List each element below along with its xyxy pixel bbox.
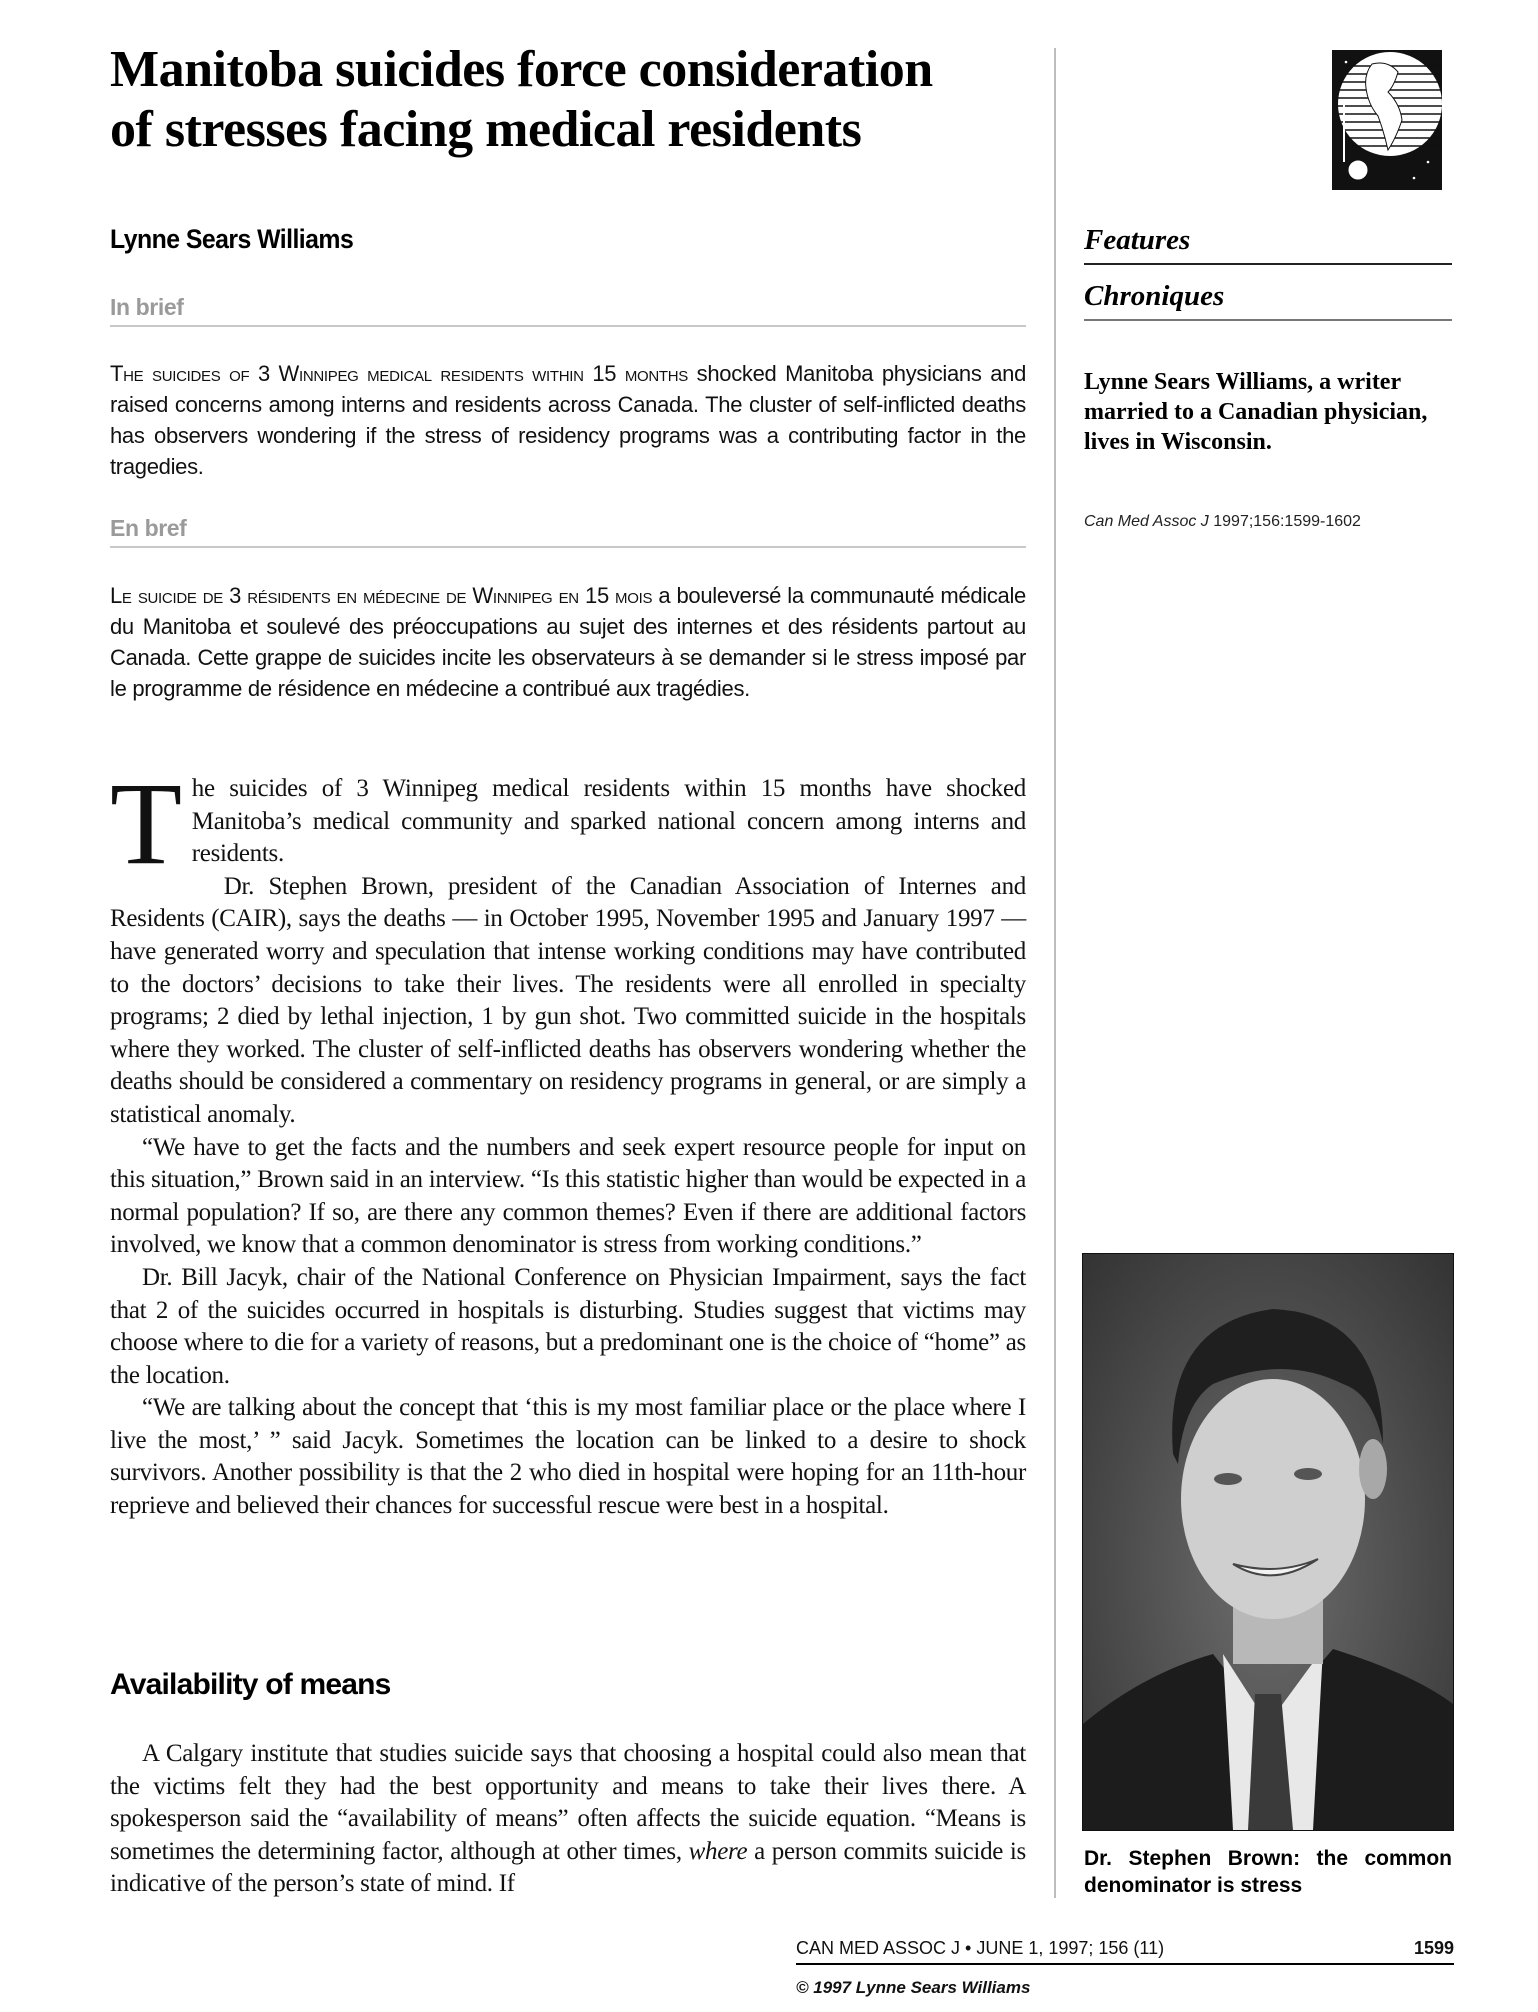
body-paragraph: “We are talking about the concept that ‘this is my most familiar place or the place where I live the most,’ ” said Jacyk. Sometimes the location can be linked to a desire to shock survivors. Another possibility is that the 2 who died in hospital were hoping for an 11th-hour reprieve and believed their chances for successful rescue were best in a hospital. [110, 1394, 1026, 1520]
in-brief-heading: In brief [110, 294, 1026, 327]
article-title [110, 40, 1050, 160]
article-body [110, 758, 1026, 1523]
photo-caption: Dr. Stephen Brown: the common denominator is stress [1084, 1847, 1452, 1897]
en-bref-text: a bouleversé la communauté médicale du Manitoba et soulevé des préoccupations au sujet des internes et des résidents partout au Canada. Cette grappe de suicides incite les observateurs à se demander si le stress imposé par le programme de résidence en médecine a contribué aux tragédies. [110, 583, 1026, 701]
portrait-photo [1082, 1253, 1454, 1831]
en-bref-heading: En bref [110, 515, 1026, 548]
in-brief-abstract [110, 358, 1026, 482]
in-brief-text: shocked Manitoba physicians and raised concerns among interns and residents across Canada. The cluster of self-inflicted deaths has observers wondering if the stress of residency programs was a contributing factor in the tragedies. [110, 361, 1027, 479]
body-paragraph: Dr. Stephen Brown, president of the Canadian Association of Internes and Residents (CAIR), says the deaths — in October 1995, November 1995 and January 1997 — have generated worry and speculation that intense working conditions may have contributed to the doctors’ decisions to take their lives. The residents were all enrolled in specialty programs; 2 died by lethal injection, 1 by gun shot. Two committed suicide in the hospitals where they worked. The cluster of self-inflicted deaths has observers wondering whether the deaths should be considered a commentary on residency programs in general, or are simply a statistical anomaly. [110, 872, 1026, 1128]
body-paragraph: The suicides of 3 Winnipeg medical residents within 15 months have shocked Manitoba’s medical community and sparked national concern among interns and residents. [110, 758, 1026, 889]
en-bref-abstract [110, 580, 1026, 704]
article-body-continued [110, 1738, 1026, 1901]
author-byline: Lynne Sears Williams [110, 224, 354, 254]
title-line-2: of stresses facing medical residents [110, 101, 862, 158]
section-label-features: Features [1084, 224, 1452, 265]
en-bref-lead: Le suicide de 3 résidents en médecine de Winnipeg en 15 mois [110, 583, 653, 608]
page-footer [796, 1938, 1454, 1965]
section-subheading: Availability of means [110, 1668, 391, 1701]
column-divider [1054, 48, 1056, 1898]
page-number: 1599 [1413, 1938, 1454, 1958]
body-paragraph: “We have to get the facts and the numbers and seek expert resource people for input on this situation,” Brown said in an interview. “Is this statistic higher than would be expected in a normal population? If so, are there any common themes? Even if there are additional factors involved, we know that a common denominator is stress from working conditions.” [110, 1133, 1026, 1259]
globe-icon [1328, 42, 1446, 194]
body-paragraph: Dr. Bill Jacyk, chair of the National Conference on Physician Impairment, says the fact that 2 of the suicides occurred in hospitals is disturbing. Studies suggest that victims may choose where to die for a variety of reasons, but a predominant one is the choice of “home” as the location. [110, 1263, 1026, 1389]
section-label-chroniques: Chroniques [1084, 280, 1452, 321]
title-line-1: Manitoba suicides force consideration [110, 41, 933, 98]
citation [1084, 513, 1452, 531]
copyright-notice: © 1997 Lynne Sears Williams [796, 1978, 1031, 1997]
journal-info: CAN MED ASSOC J • JUNE 1, 1997; 156 (11) [796, 1938, 1165, 1958]
citation-journal: Can Med Assoc J [1084, 513, 1209, 530]
body-paragraph: A Calgary institute that studies suicide says that choosing a hospital could also mean that the victims felt they had the best opportunity and means to take their lives there. A spokesperson said the “availability of means” often affects the suicide equation. “Means is sometimes the determining factor, although at other times, where a person commits suicide is indicative of the person’s state of mind. If [110, 1740, 1026, 1898]
author-bio: Lynne Sears Williams, a writer married to a Canadian physician, lives in Wisconsin. [1084, 369, 1428, 455]
drop-cap: T [110, 758, 182, 889]
citation-ref: 1997;156:1599-1602 [1208, 513, 1361, 530]
in-brief-lead: The suicides of 3 Winnipeg medical residents within 15 months [110, 361, 689, 386]
emphasis: where [688, 1837, 748, 1865]
